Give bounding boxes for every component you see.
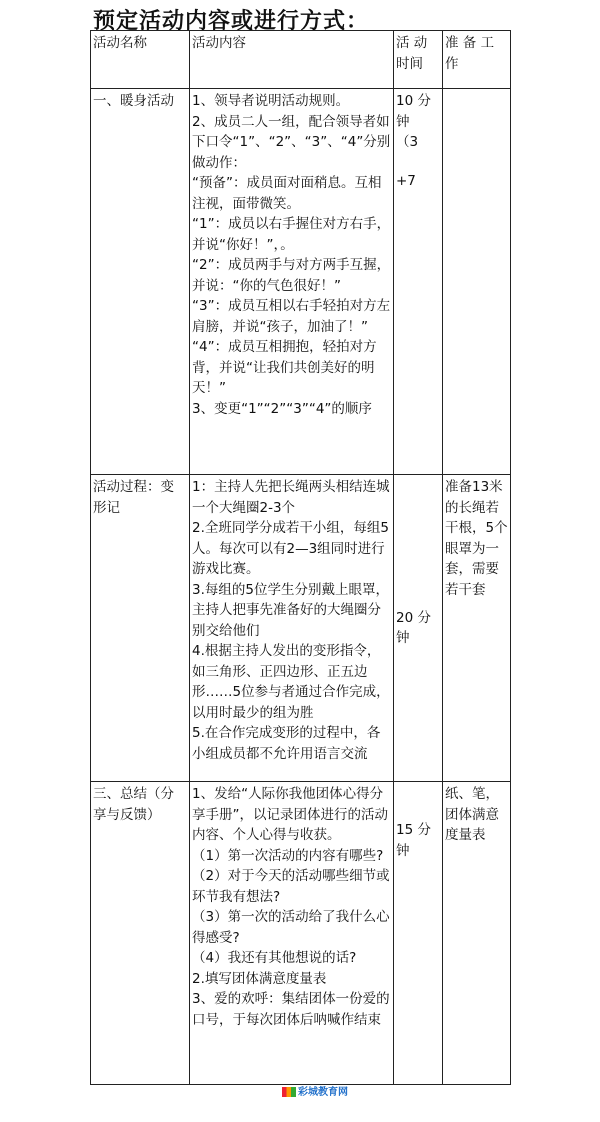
time-line: 10 分钟	[396, 93, 431, 130]
activity-preparation	[443, 89, 511, 475]
content-line: （1）第一次活动的内容有哪些?	[192, 847, 384, 864]
activity-content	[190, 475, 394, 782]
header-preparation: 准 备 工 作	[443, 31, 511, 89]
activity-name: 一、暖身活动	[91, 89, 190, 475]
content-line: “4”：成员互相拥抱，轻拍对方背，并说“让我们共创美好的明天！”	[192, 339, 377, 396]
table-row	[91, 782, 511, 1085]
activity-name: 活动过程：变形记	[91, 475, 190, 782]
content-line: 2.填写团体满意度量表	[192, 970, 327, 987]
content-line: 5.在合作完成变形的过程中，各小组成员都不允许用语言交流	[192, 725, 381, 762]
activity-preparation: 纸、笔，团体满意度量表	[443, 782, 511, 1085]
header-activity-name: 活动名称	[91, 31, 190, 89]
page-title: 预定活动内容或进行方式：	[93, 9, 370, 34]
time-line: （3	[396, 134, 419, 150]
content-line: （3）第一次的活动给了我什么心得感受?	[192, 909, 390, 946]
activity-name: 三、总结（分享与反馈）	[91, 782, 190, 1085]
content-line: 2.全班同学分成若干小组，每组5人。每次可以有2—3组同时进行游戏比赛。	[192, 520, 389, 577]
time-line: 15 分钟	[396, 822, 431, 859]
header-activity-time: 活 动 时间	[394, 31, 443, 89]
activity-time	[394, 782, 443, 1085]
activity-content	[190, 89, 394, 475]
content-line: “预备”：成员面对面稍息。互相注视，面带微笑。	[192, 175, 382, 212]
activity-preparation: 准备13米的长绳若干根，5个眼罩为一套，需要若干套	[443, 475, 511, 782]
table-header-row	[91, 31, 511, 89]
content-line: 3、变更“1”“2”“3”“4”的顺序	[192, 400, 372, 417]
content-line: “1”：成员以右手握住对方右手，并说“你好！”，。	[192, 216, 391, 253]
content-line: 4.根据主持人发出的变形指令，如三角形、正四边形、正五边形……5位参与者通过合作完成，以用时最少的组为胜	[192, 643, 390, 721]
content-line: “2”：成员两手与对方两手互握，并说：“你的气色很好！”	[192, 257, 391, 294]
table-row	[91, 89, 511, 475]
activity-time	[394, 475, 443, 782]
content-line: 3、爱的欢呼：集结团体一份爱的口号，于每次团体后呐喊作结束	[192, 991, 390, 1028]
content-line: 1：主持人先把长绳两头相结连城一个大绳圈2-3个	[192, 479, 390, 516]
content-line: （4）我还有其他想说的话?	[192, 950, 357, 966]
activity-table	[90, 30, 511, 1085]
content-line: 1、领导者说明活动规则。	[192, 93, 350, 109]
watermark-text: 彩城教育网	[298, 1087, 348, 1098]
site-watermark-logo	[282, 1083, 348, 1098]
table-row	[91, 475, 511, 782]
activity-content	[190, 782, 394, 1085]
content-line: 1、发给“人际你我他团体心得分享手册”，以记录团体进行的活动内容、个人心得与收获。	[192, 786, 388, 843]
content-line: 3.每组的5位学生分别戴上眼罩，主持人把事先准备好的大绳圈分别交给他们	[192, 581, 389, 639]
time-line: +7	[396, 172, 416, 189]
time-line: 20 分钟	[396, 609, 431, 646]
header-activity-content: 活动内容	[190, 31, 394, 89]
activity-time	[394, 89, 443, 475]
content-line: （2）对于今天的活动哪些细节或环节我有想法?	[192, 868, 390, 905]
content-line: 2、成员二人一组，配合领导者如下口令“1”、“2”、“3”、“4”分别做动作：	[192, 113, 391, 171]
content-line: “3”：成员互相以右手轻拍对方左肩膀，并说“孩子，加油了！”	[192, 298, 391, 335]
